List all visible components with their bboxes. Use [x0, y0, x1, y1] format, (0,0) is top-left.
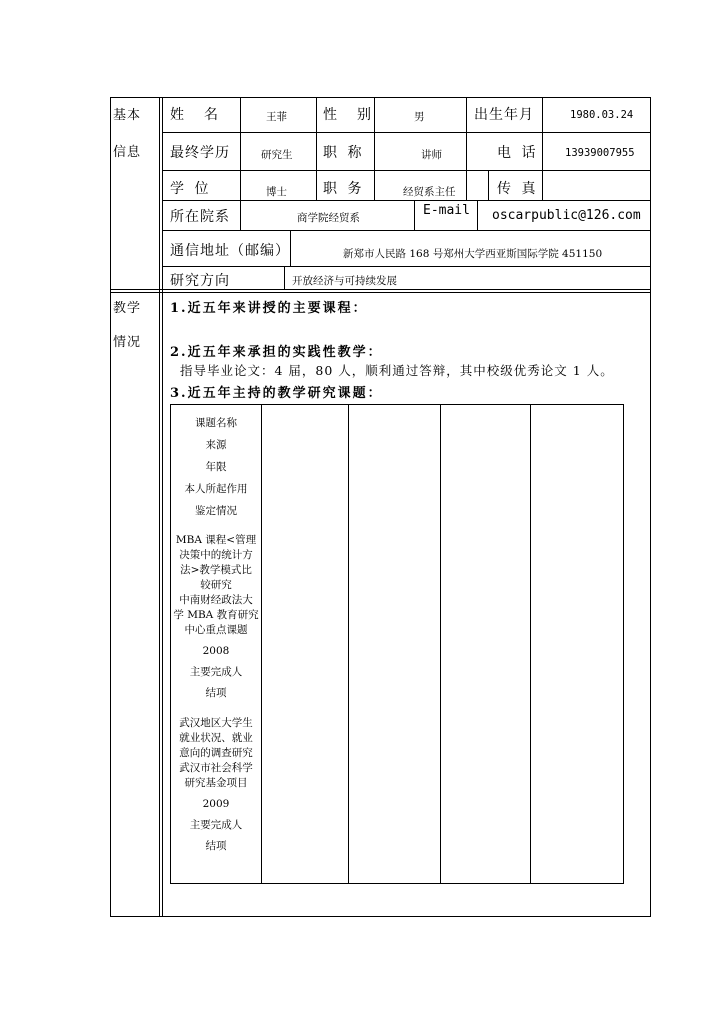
- header-status: 鉴定情况: [195, 505, 237, 517]
- phone-label: 电 话: [497, 145, 539, 161]
- project-1-source-line: 学 MBA 教育研究: [173, 609, 259, 621]
- header-source: 来源: [205, 439, 227, 451]
- gender-label: 性 别: [323, 107, 374, 123]
- table-border-top: [110, 97, 651, 98]
- section-label-basic-2: 信息: [113, 145, 142, 160]
- birth-label: 出生年月: [474, 107, 534, 123]
- degree-value: 博士: [266, 186, 287, 198]
- col-line-c: [374, 97, 375, 200]
- project-2-source-line: 研究基金项目: [184, 777, 248, 789]
- address-label: 通信地址（邮编）: [170, 243, 290, 259]
- project-2-name-line: 武汉地区大学生: [179, 717, 253, 729]
- title-label: 职 称: [323, 145, 365, 161]
- inner-table-bottom: [170, 883, 624, 884]
- address-value: 新郑市人民路 168 号郑州大学西亚斯国际学院 451150: [343, 248, 603, 260]
- project-1-name-line: 较研究: [200, 579, 232, 591]
- row-line-6b: [110, 292, 651, 293]
- table-border-left: [110, 97, 111, 917]
- col-line-d: [466, 97, 467, 200]
- project-1-source-line: 中心重点课题: [184, 624, 248, 636]
- col-line-a: [240, 97, 241, 200]
- section-label-teaching-2: 情况: [113, 335, 142, 350]
- table-border-bottom: [110, 916, 651, 917]
- name-label: 姓 名: [170, 107, 221, 123]
- project-2: [170, 716, 262, 854]
- phone-value: 13939007955: [565, 147, 635, 159]
- row-line-5: [162, 266, 651, 267]
- col-line-j: [290, 230, 291, 266]
- project-2-name-line: 意向的调查研究: [179, 747, 253, 759]
- teaching-item-2-text: 指导毕业论文：4 届，80 人，顺利通过答辩，其中校级优秀论文 1 人。: [180, 363, 614, 378]
- project-1-source-line: 中南财经政法大: [179, 594, 253, 606]
- project-2-status: 结项: [205, 840, 227, 852]
- row-line-2: [162, 170, 651, 171]
- inner-table-top: [170, 404, 624, 405]
- inner-col-3: [440, 404, 441, 884]
- header-role: 本人所起作用: [184, 483, 248, 495]
- inner-table-right: [623, 404, 624, 884]
- position-label: 职 务: [323, 181, 365, 197]
- project-1: [170, 533, 262, 701]
- fax-label: 传 真: [497, 181, 539, 197]
- project-1-name-line: 法>教学模式比: [180, 564, 252, 576]
- project-1-name-line: MBA 课程<管理: [175, 534, 257, 546]
- research-label: 研究方向: [170, 273, 230, 289]
- teaching-item-2: 2.近五年来承担的实践性教学：: [170, 345, 383, 360]
- teaching-item-3: 3.近五年主持的教学研究课题：: [170, 386, 383, 401]
- col-line-k: [284, 266, 285, 290]
- row-line-4: [162, 230, 651, 231]
- teaching-item-1: 1.近五年来讲授的主要课程：: [170, 301, 368, 316]
- col-line-f: [542, 97, 543, 200]
- col-line-h: [414, 200, 415, 230]
- col-line-b: [316, 97, 317, 200]
- project-1-year: 2008: [202, 645, 230, 657]
- section-divider-2: [162, 97, 163, 917]
- education-label: 最终学历: [170, 145, 230, 161]
- col-line-g: [240, 200, 241, 230]
- project-2-year: 2009: [202, 798, 230, 810]
- email-label: E-mail: [423, 203, 470, 218]
- section-divider: [159, 97, 160, 917]
- section-label-teaching-1: 教学: [113, 301, 142, 316]
- inner-col-4: [530, 404, 531, 884]
- dept-value: 商学院经贸系: [297, 212, 360, 224]
- header-years: 年限: [205, 461, 227, 473]
- col-line-i: [477, 200, 478, 230]
- project-2-role: 主要完成人: [189, 819, 243, 831]
- name-value: 王菲: [266, 111, 287, 123]
- project-1-name-line: 决策中的统计方: [179, 549, 253, 561]
- position-value: 经贸系主任: [403, 186, 456, 198]
- section-label-basic-1: 基本: [113, 108, 142, 123]
- col-line-e: [488, 170, 489, 200]
- header-project-name: 课题名称: [195, 417, 237, 429]
- education-value: 研究生: [261, 149, 293, 161]
- title-value: 讲师: [421, 149, 442, 161]
- gender-value: 男: [414, 111, 425, 123]
- row-line-1: [162, 132, 651, 133]
- project-headers: [170, 412, 262, 522]
- email-value: oscarpublic@126.com: [492, 208, 641, 223]
- project-1-role: 主要完成人: [189, 666, 243, 678]
- project-2-source-line: 武汉市社会科学: [179, 762, 253, 774]
- project-2-name-line: 就业状况、就业: [179, 732, 253, 744]
- research-value: 开放经济与可持续发展: [292, 275, 397, 287]
- project-1-status: 结项: [205, 687, 227, 699]
- degree-label: 学 位: [170, 181, 212, 197]
- birth-value: 1980.03.24: [570, 109, 634, 121]
- table-border-right: [650, 97, 651, 917]
- dept-label: 所在院系: [170, 209, 230, 225]
- row-line-3: [162, 200, 651, 201]
- inner-col-2: [348, 404, 349, 884]
